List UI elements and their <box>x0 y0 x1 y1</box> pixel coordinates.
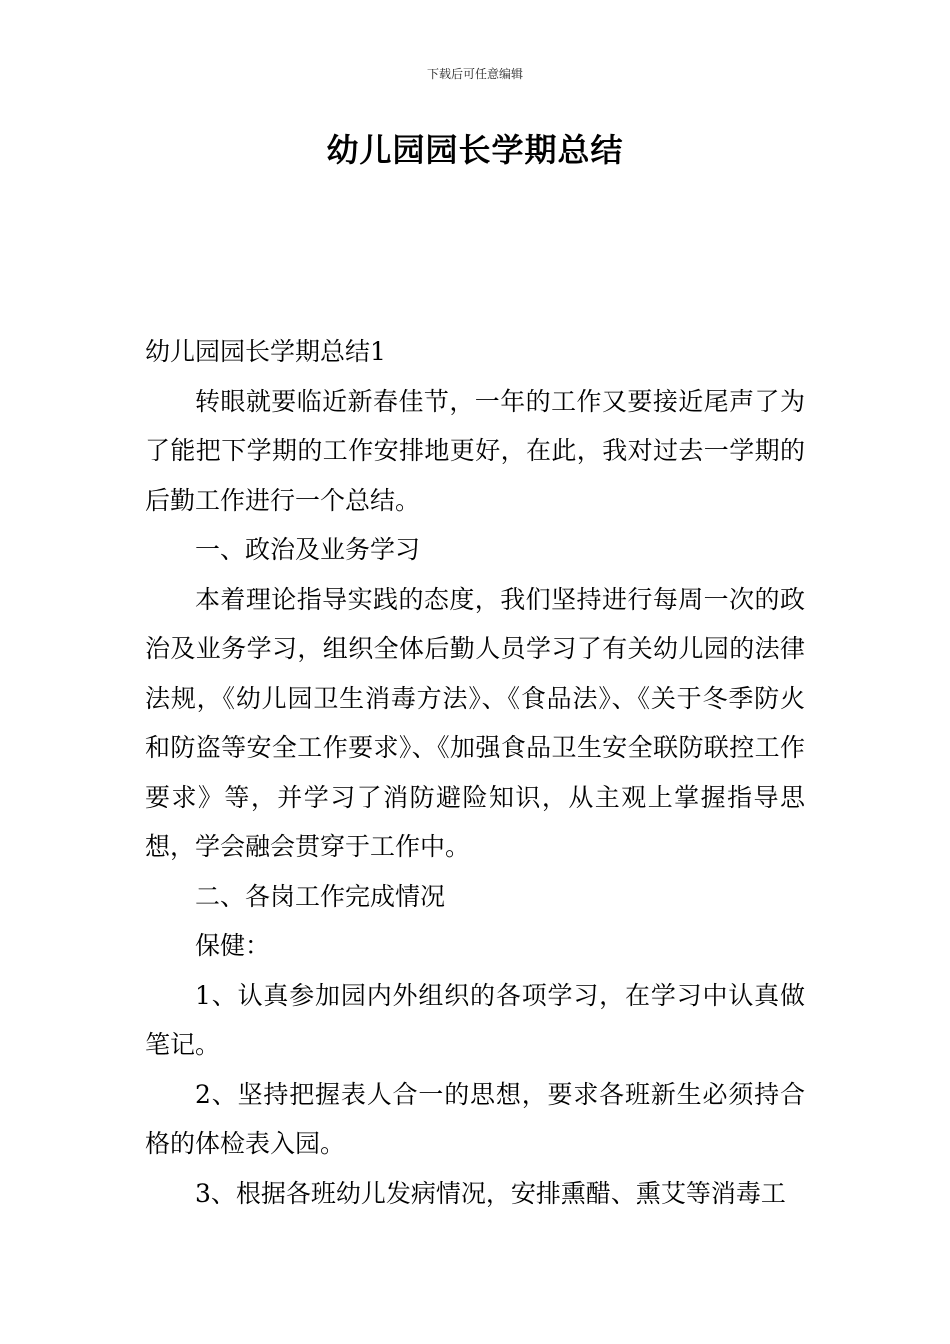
heading-politics-study: 一、政治及业务学习 <box>195 535 421 564</box>
list-item-2: 2、坚持把握表人合一的思想，要求各班新生必须持合格的体检表入园。 <box>145 1079 805 1158</box>
document-body <box>145 327 805 1218</box>
list-item-3: 3、根据各班幼儿发病情况，安排熏醋、熏艾等消毒工 <box>195 1178 786 1208</box>
paragraph-politics-study: 本着理论指导实践的态度，我们坚持进行每周一次的政治及业务学习，组织全体后勤人员学习了有关幼儿园的法律法规，《幼儿园卫生消毒方法》、《食品法》、《关于冬季防火和防盗等安全工作要求》、《加强食品卫生安全联防联控工作要求》等，并学习了消防避险知识，从主观上掌握指导思想，学会融会贯穿于工作中。 <box>145 584 805 861</box>
list-item-1: 1、认真参加园内外组织的各项学习，在学习中认真做笔记。 <box>145 980 805 1059</box>
document-title: 幼儿园园长学期总结 <box>326 131 624 169</box>
subheading-healthcare: 保健： <box>195 931 271 960</box>
paragraph-intro: 转眼就要临近新春佳节，一年的工作又要接近尾声了为了能把下学期的工作安排地更好，在此，我对过去一学期的后勤工作进行一个总结。 <box>145 386 805 515</box>
heading-work-completion: 二、各岗工作完成情况 <box>195 881 446 911</box>
section-heading: 幼儿园园长学期总结1 <box>145 337 386 366</box>
header-note: 下载后可任意编辑 <box>426 67 523 81</box>
